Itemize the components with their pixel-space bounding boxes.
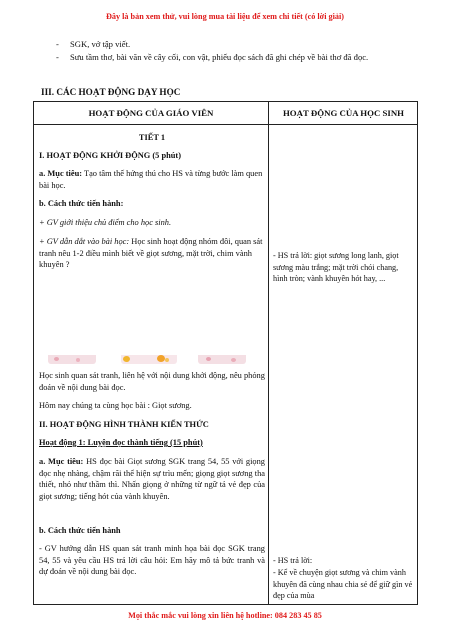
lesson-title: TIẾT 1 <box>138 133 166 142</box>
part2-heading: II. HOẠT ĐỘNG HÌNH THÀNH KIẾN THỨC <box>39 420 209 429</box>
part1-step1: + GV giới thiệu chủ điểm cho học sinh. <box>39 218 172 227</box>
section-title: III. CÁC HOẠT ĐỘNG DẠY HỌC <box>41 87 181 97</box>
goal-text: Tạo tâm thế hứng thú cho HS và từng bước làm quen bài học. <box>39 169 263 190</box>
material-text: SGK, vở tập viết. <box>70 39 131 49</box>
column-divider <box>268 102 269 604</box>
illustration-strip <box>48 355 248 364</box>
part1-today: Hôm nay chúng ta cùng học bài : Giọt sương. <box>39 401 192 410</box>
hotline-banner: Mọi thắc mắc vui lòng xin liên hệ hotline: 084 283 45 85 <box>128 611 322 620</box>
header-divider <box>34 124 417 125</box>
preview-banner: Đây là bản xem thử, vui lòng mua tài liệu để xem chi tiết (có lời giải) <box>105 12 344 21</box>
goal-text: HS đọc bài Giọt sương SGK trang 54, 55 với giọng đọc nhẹ nhàng, chậm rãi thể hiện sự trìu mến; giọng giọt sương tha thiết, nhỏ như thầm thì. Nhấn giọng ở những từ ngữ tả vẻ đẹp của giọt sương; tiếng hót của vành khuyên. <box>39 457 265 501</box>
list-item: - SGK, vở tập viết. <box>56 39 131 49</box>
part1-observe: Học sinh quan sát tranh, liên hệ với nội dung khởi động, nêu phỏng đoán về nội dung bài đọc. <box>39 371 265 392</box>
material-text: Sưu tầm thơ, bài văn về cây cối, con vật, phiếu đọc sách đã ghi chép về bài thơ đã đọc. <box>70 52 369 62</box>
step2-text: Học sinh hoạt động nhóm đôi, quan sát tranh nêu 1-2 điều mình biết về giọt sương, mặt trời, chim vành khuyên ? <box>39 237 263 269</box>
header-student: HOẠT ĐỘNG CỦA HỌC SINH <box>282 108 405 118</box>
step2-label: + GV dẫn dắt vào bài học: <box>39 237 130 246</box>
part2-goal <box>39 456 265 502</box>
illustration-image <box>198 355 246 364</box>
student-answer-2-lead: - HS trả lời: <box>273 556 313 565</box>
student-answer-1: - HS trả lời: giọt sương long lanh, giọt sương màu trắng; mặt trời chói chang, hình tròn; vành khuyên hót hay, ... <box>273 251 399 283</box>
activities-table <box>33 101 418 605</box>
student-answer-2: - Kể về chuyện giọt sương và chim vành khuyên đã cùng nhau chia sẻ để giữ gìn vẻ đẹp của mùa <box>273 568 413 600</box>
list-item: - Sưu tầm thơ, bài văn về cây cối, con vật, phiếu đọc sách đã ghi chép về bài thơ đã đọc. <box>56 52 369 62</box>
materials-list <box>56 38 368 64</box>
illustration-image <box>48 355 96 364</box>
part1-method: b. Cách thức tiến hành: <box>39 199 124 208</box>
part2-method: b. Cách thức tiến hành <box>39 526 121 535</box>
part1-goal <box>39 168 265 191</box>
illustration-image <box>121 355 177 364</box>
header-teacher: HOẠT ĐỘNG CỦA GIÁO VIÊN <box>88 108 214 118</box>
activity1-heading: Hoạt động 1: Luyện đọc thành tiếng (15 phút) <box>39 438 203 447</box>
goal-label: a. Mục tiêu: <box>39 169 83 178</box>
goal-label: a. Mục tiêu: <box>39 457 84 466</box>
part2-step1: - GV hướng dẫn HS quan sát tranh minh họa bài đọc SGK trang 54, 55 và yêu cầu HS trả lời câu hỏi: Em hãy mô tả bức tranh và dự đoán về nội dung bài đọc. <box>39 544 265 576</box>
part1-step2 <box>39 236 265 271</box>
part1-heading: I. HOẠT ĐỘNG KHỞI ĐỘNG (5 phút) <box>39 151 182 160</box>
